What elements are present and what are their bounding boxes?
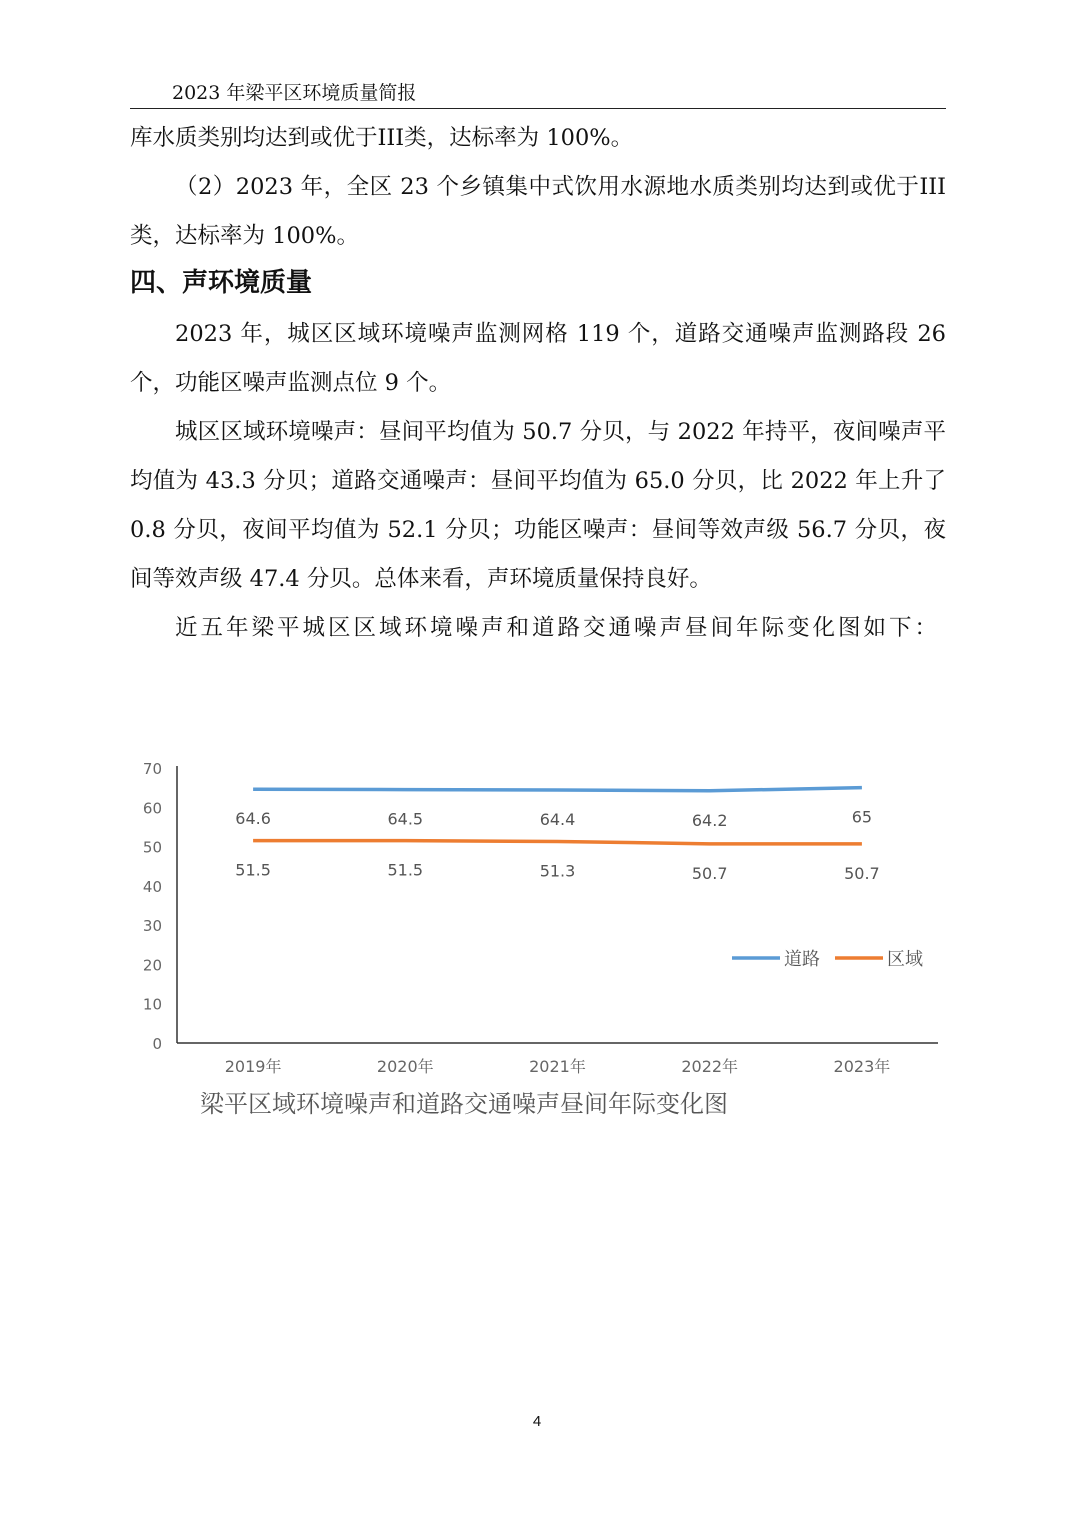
data-label: 64.5 [387, 809, 424, 829]
series-line-1 [253, 788, 862, 791]
x-tick-label: 2022年 [681, 1057, 739, 1076]
y-tick-label: 40 [142, 877, 162, 896]
paragraph-water-quality-end: 库水质类别均达到或优于III类，达标率为 100%。 [130, 125, 634, 151]
y-tick-label: 70 [142, 760, 162, 778]
paragraph-noise-values: 城区区域环境噪声：昼间平均值为 50.7 分贝，与 2022 年持平，夜间噪声平均值为 43.3 分贝；道路交通噪声：昼间平均值为 65.0 分贝，比 2022 年上升了 0.8 分贝，夜间平均值为 52.1 分贝；功能区噪声：昼间等效声级 56.7 分贝，夜间等效声级 47.4 分贝。总体来看，声环境质量保持良好。 [130, 419, 946, 592]
section-heading-sound: 四、声环境质量 [130, 268, 313, 298]
legend-label: 区域 [887, 949, 923, 970]
x-tick-label: 2023年 [833, 1057, 891, 1076]
data-label: 50.7 [844, 863, 880, 883]
chart-svg [120, 750, 950, 1130]
data-label: 51.5 [387, 860, 424, 880]
paragraph-drinking-water: （2）2023 年，全区 23 个乡镇集中式饮用水源地水质类别均达到或优于III类，达标率为 100%。 [130, 174, 946, 249]
chart-title: 梁平区域环境噪声和道路交通噪声昼间年际变化图 [200, 1090, 728, 1118]
y-tick-label: 10 [142, 995, 162, 1014]
data-label: 64.6 [235, 809, 271, 829]
page-header [130, 76, 946, 109]
data-label: 64.2 [691, 810, 728, 830]
y-tick-label: 50 [142, 838, 162, 857]
y-tick-label: 20 [142, 956, 162, 975]
paragraph-monitoring-points: 2023 年，城区区域环境噪声监测网格 119 个，道路交通噪声监测路段 26 个，功能区噪声监测点位 9 个。 [130, 321, 946, 396]
data-label: 64.4 [539, 810, 576, 829]
data-label: 65 [851, 807, 873, 827]
x-tick-label: 2020年 [376, 1057, 434, 1076]
page-number: 4 [532, 1413, 542, 1430]
data-label: 51.5 [235, 860, 271, 880]
y-tick-label: 0 [152, 1035, 162, 1053]
x-tick-label: 2021年 [529, 1057, 586, 1076]
series-line-2 [253, 841, 862, 844]
y-tick-label: 30 [142, 917, 162, 936]
y-tick-label: 60 [142, 799, 162, 818]
data-label: 51.3 [539, 861, 576, 881]
x-tick-label: 2019年 [224, 1057, 282, 1076]
data-label: 50.7 [691, 863, 728, 883]
legend-label: 道路 [784, 949, 820, 970]
noise-line-chart [120, 750, 950, 1130]
paragraph-chart-intro: 近五年梁平城区区域环境噪声和道路交通噪声昼间年际变化图如下： [175, 615, 941, 641]
header-title: 2023 年梁平区环境质量简报 [172, 82, 417, 104]
